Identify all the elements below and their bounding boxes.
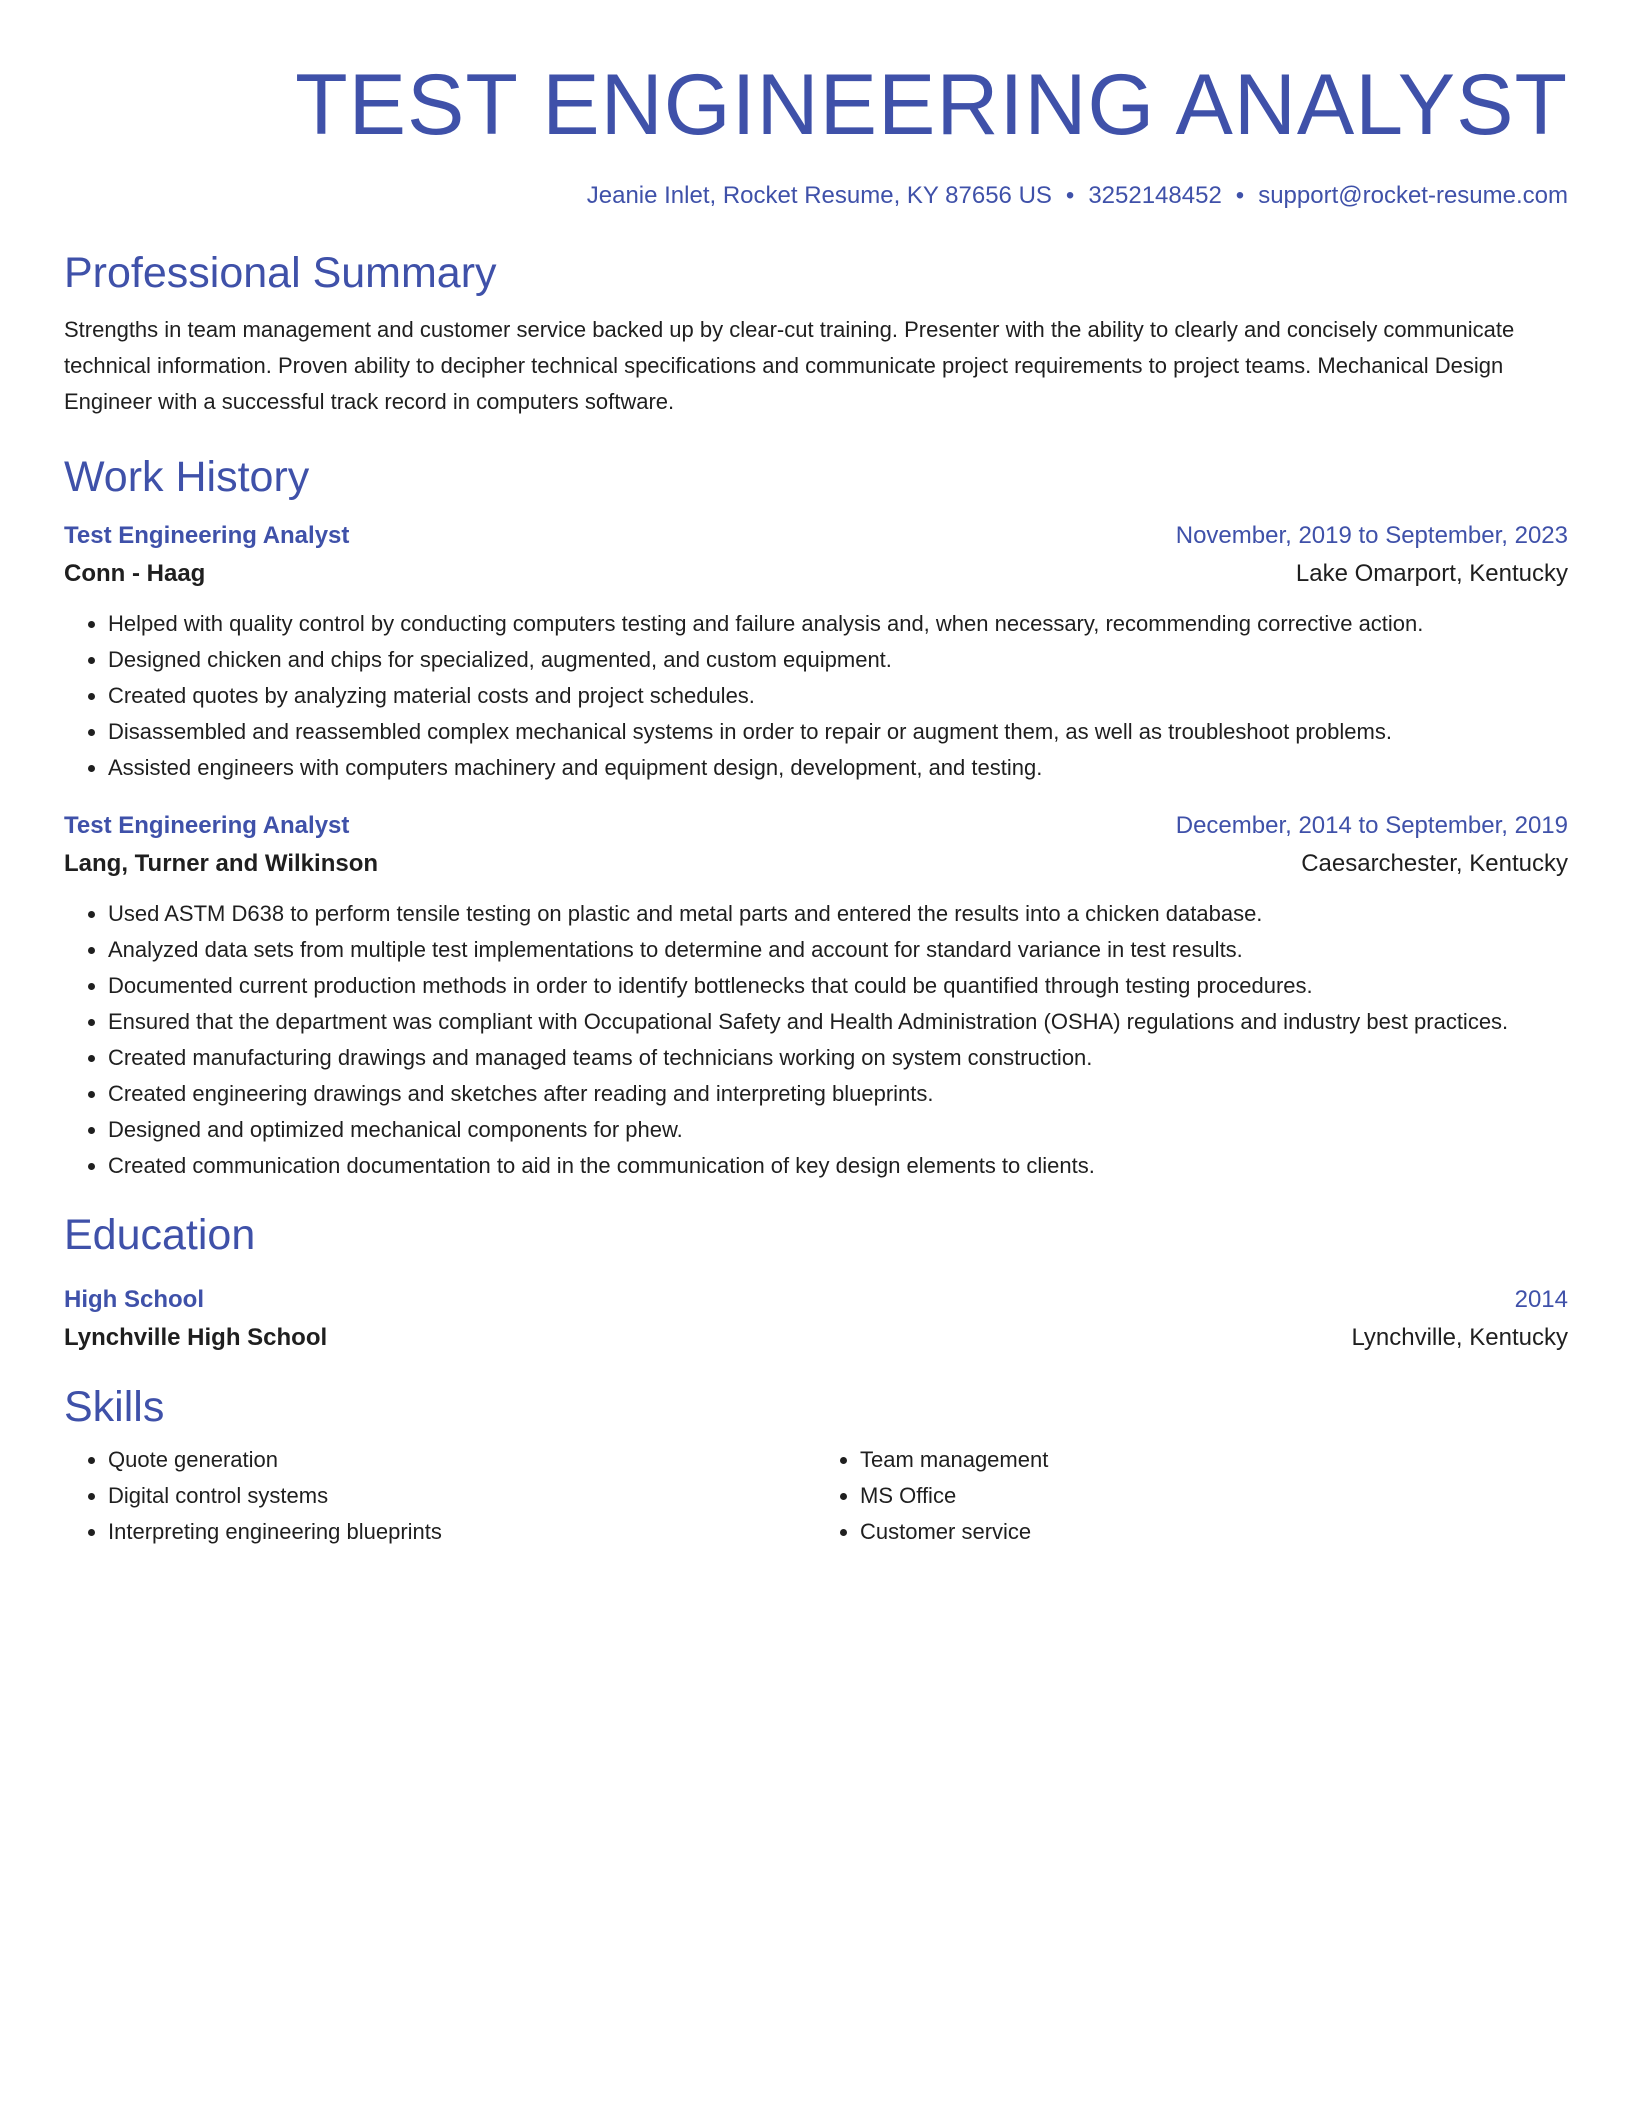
skills-heading: Skills — [64, 1383, 165, 1431]
job-dates: December, 2014 to September, 2019 — [1175, 812, 1568, 839]
company-row — [64, 844, 1568, 884]
job-bullet: • Created communication documentation to aid in the communication of key design elements to clients. — [108, 1148, 1568, 1184]
degree-row — [64, 1282, 1568, 1318]
education-section — [64, 1208, 1568, 1358]
job-bullet: • Documented current production methods in order to identify bottlenecks that could be quantified through testing procedures. — [108, 968, 1568, 1004]
job-entry — [64, 518, 1568, 786]
job-company: Lang, Turner and Wilkinson — [64, 850, 379, 877]
skill-item: • Team management — [860, 1442, 1568, 1478]
job-bullets — [64, 606, 1568, 786]
skills-column-right — [816, 1442, 1568, 1550]
degree: High School — [64, 1286, 204, 1313]
job-title-row — [64, 518, 1568, 554]
contact-phone: 3252148452 — [1088, 182, 1222, 209]
skills-list — [64, 1442, 816, 1550]
summary-heading: Professional Summary — [64, 249, 497, 297]
work-history-section — [64, 450, 1568, 1184]
skills-section — [64, 1380, 1568, 1550]
summary-text: Strengths in team management and customer service backed up by clear-cut training. Presenter with the ability to clearly and concisely communicate technical information. Proven ability to decipher technical specifications and communicate project requirements to project teams. Mechanical Design Engineer with a successful track record in computers software. — [64, 317, 1515, 414]
skill-item: • Quote generation — [108, 1442, 816, 1478]
graduation-year: 2014 — [1514, 1286, 1568, 1313]
job-bullets — [64, 896, 1568, 1184]
skill-item: • Interpreting engineering blueprints — [108, 1514, 816, 1550]
job-bullet: • Created manufacturing drawings and managed teams of technicians working on system construction. — [108, 1040, 1568, 1076]
job-bullet: • Helped with quality control by conducting computers testing and failure analysis and, when necessary, recommending corrective action. — [108, 606, 1568, 642]
school-row — [64, 1318, 1568, 1358]
job-title-row — [64, 808, 1568, 844]
job-bullet: • Analyzed data sets from multiple test implementations to determine and account for standard variance in test results. — [108, 932, 1568, 968]
skills-grid — [64, 1442, 1568, 1550]
job-location: Caesarchester, Kentucky — [1301, 850, 1568, 877]
school-location: Lynchville, Kentucky — [1351, 1324, 1568, 1351]
contact-separator: • — [1235, 182, 1245, 209]
job-bullet: • Designed and optimized mechanical components for phew. — [108, 1112, 1568, 1148]
contact-separator: • — [1065, 182, 1075, 209]
job-bullet: • Designed chicken and chips for specialized, augmented, and custom equipment. — [108, 642, 1568, 678]
job-bullet: • Created quotes by analyzing material costs and project schedules. — [108, 678, 1568, 714]
skills-list — [816, 1442, 1568, 1550]
job-bullet: • Ensured that the department was compliant with Occupational Safety and Health Administration (OSHA) regulations and industry best practices. — [108, 1004, 1568, 1040]
summary-section — [64, 246, 1568, 420]
job-location: Lake Omarport, Kentucky — [1295, 560, 1568, 587]
contact-email: support@rocket-resume.com — [1258, 182, 1568, 209]
contact-address: Jeanie Inlet, Rocket Resume, KY 87656 US — [586, 182, 1052, 209]
candidate-title: TEST ENGINEERING ANALYST — [295, 57, 1568, 153]
contact-line — [64, 180, 1568, 212]
skill-item: • Digital control systems — [108, 1478, 816, 1514]
job-bullet: • Assisted engineers with computers machinery and equipment design, development, and testing. — [108, 750, 1568, 786]
job-bullet: • Created engineering drawings and sketches after reading and interpreting blueprints. — [108, 1076, 1568, 1112]
job-entry — [64, 808, 1568, 1184]
job-title: Test Engineering Analyst — [64, 522, 350, 549]
job-bullet: • Used ASTM D638 to perform tensile testing on plastic and metal parts and entered the results into a chicken database. — [108, 896, 1568, 932]
skill-item: • MS Office — [860, 1478, 1568, 1514]
company-row — [64, 554, 1568, 594]
job-title: Test Engineering Analyst — [64, 812, 350, 839]
school-name: Lynchville High School — [64, 1324, 328, 1351]
job-dates: November, 2019 to September, 2023 — [1175, 522, 1568, 549]
job-company: Conn - Haag — [64, 560, 206, 587]
work-history-heading: Work History — [64, 453, 310, 501]
education-entry — [64, 1282, 1568, 1358]
skill-item: • Customer service — [860, 1514, 1568, 1550]
job-bullet: • Disassembled and reassembled complex mechanical systems in order to repair or augment them, as well as troubleshoot problems. — [108, 714, 1568, 750]
education-heading: Education — [64, 1211, 256, 1259]
resume-header — [64, 50, 1568, 212]
skills-column-left — [64, 1442, 816, 1550]
